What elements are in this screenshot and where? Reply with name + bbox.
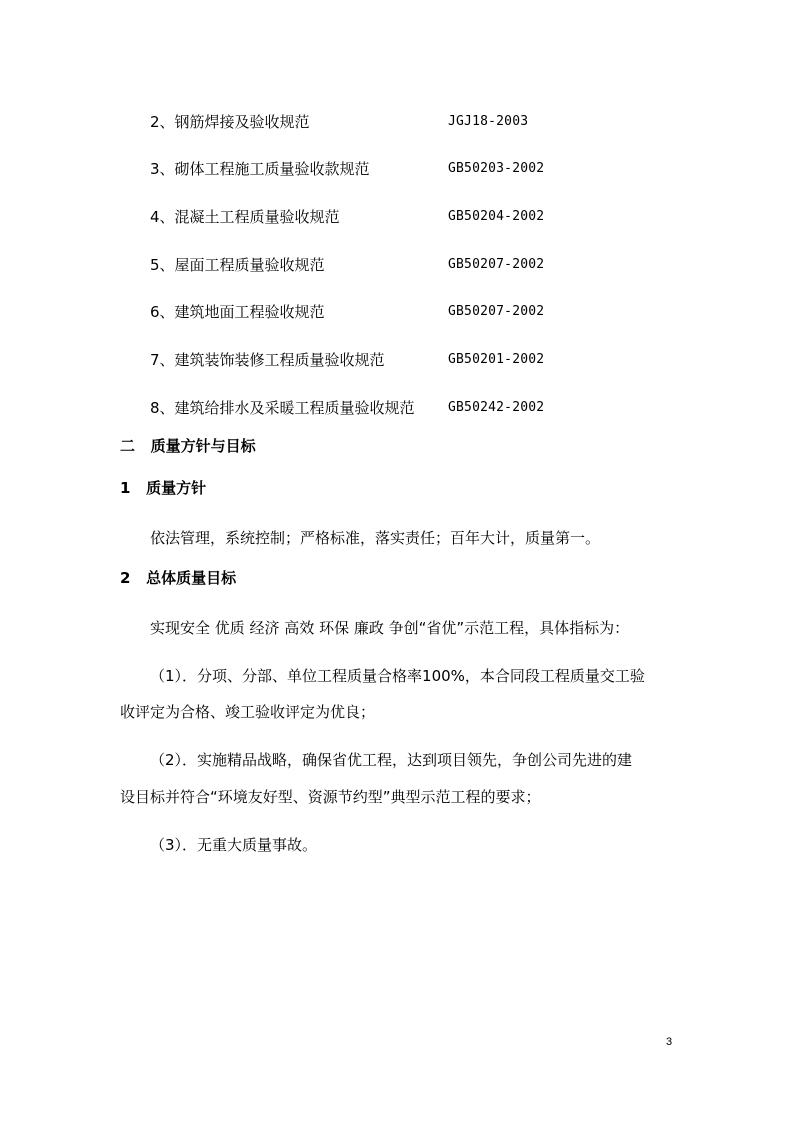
goal-item-line: （3）．无重大质量事故。	[150, 836, 318, 854]
subsection-heading: 2 总体质量目标	[120, 569, 237, 587]
standard-label: 8、建筑给排水及采暖工程质量验收规范	[150, 399, 415, 417]
goal-item-line: 收评定为合格、竣工验收评定为优良；	[120, 703, 376, 721]
standard-code: GB50207-2002	[448, 257, 545, 272]
subsection-heading: 1 质量方针	[120, 479, 207, 497]
standard-code: GB50207-2002	[448, 304, 545, 319]
standard-label: 6、建筑地面工程验收规范	[150, 303, 325, 321]
standard-label: 7、建筑装饰装修工程质量验收规范	[150, 351, 385, 369]
goal-item-line: （2）．实施精品战略，确保省优工程，达到项目领先，争创公司先进的建	[150, 751, 633, 769]
goal-item-line: （1）．分项、分部、单位工程质量合格率100%，本合同段工程质量交工验	[150, 667, 645, 685]
standard-code: GB50203-2002	[448, 161, 545, 176]
standard-code: JGJ18-2003	[448, 114, 529, 129]
standard-code: GB50201-2002	[448, 352, 545, 367]
standard-code: GB50204-2002	[448, 209, 545, 224]
quality-policy-text: 依法管理，系统控制；严格标准，落实责任；百年大计，质量第一。	[150, 529, 601, 547]
quality-goal-intro: 实现安全 优质 经济 高效 环保 廉政 争创“省优”示范工程，具体指标为：	[150, 619, 630, 637]
standard-label: 2、钢筋焊接及验收规范	[150, 113, 310, 131]
standard-label: 4、混凝土工程质量验收规范	[150, 208, 340, 226]
section-heading: 二 质量方针与目标	[120, 437, 256, 455]
standard-label: 3、砌体工程施工质量验收款规范	[150, 160, 370, 178]
standard-code: GB50242-2002	[448, 400, 545, 415]
page-number: 3	[666, 1036, 673, 1048]
goal-item-line: 设目标并符合“环境友好型、资源节约型”典型示范工程的要求；	[120, 788, 541, 806]
standard-label: 5、屋面工程质量验收规范	[150, 256, 325, 274]
